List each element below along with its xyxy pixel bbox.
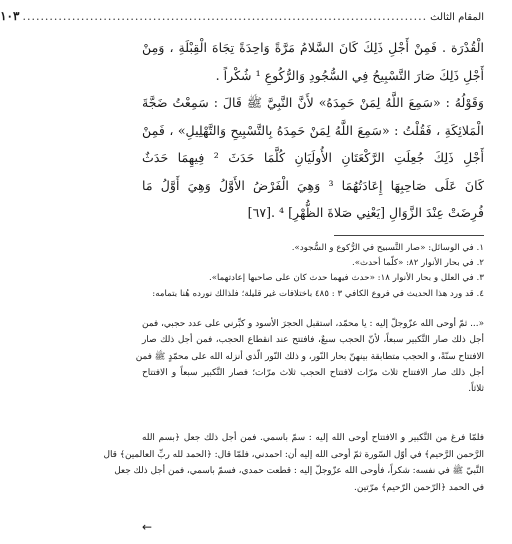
main-line: كَانَ عَلَى صَاحِبِهَا إِعَادَتُهُمَا ³ وَهِيَ الْفَرْضُ الأَوَّلُ وَهِيَ أَوَّلُ مَا (142, 177, 484, 193)
quote-line: في الحمد ﴿الرّحمن الرّحيم﴾ مرّتين. (354, 482, 484, 493)
header-leader-dots: .......................................................................................... (22, 10, 428, 23)
footnote: ١. في الوسائل: «صار التَّسبيح في الرُّكوع و السُّجود». (291, 243, 484, 253)
main-line: الْمَلائِكَةِ ، فَقُلْتُ : «سَمِعَ اللَّهُ لِمَنْ حَمِدَهُ بِالتَّسْبِيحِ وَالتَّهْلِيلِ» ، فَمِنْ (142, 122, 484, 138)
footnote: ٤. قد ورد هذا الحديث في فروع الكافي ٣ : ٤٨٥ باختلافات غير قليلة؛ فلذالك نورده هُنا بتمامه: (152, 289, 484, 299)
main-line: أَجْلِ ذَلِكَ جُعِلَتِ الرَّكْعَتَانِ الأُولَيَانِ كُلَّمَا حَدَثَ ² فِيهِمَا حَدَثٌ (142, 150, 484, 165)
quote-line: الرَّحمن الرَّحيم﴾ في أوّل السّورة ثمّ أوحى الله إليه أن: احمدني، فلمّا قال: ﴿الحمد لله ربِّ العالمين﴾ قال (103, 449, 484, 460)
chapter-title: المقام الثالث (430, 12, 484, 23)
footnote-separator (334, 235, 484, 236)
main-text (142, 34, 484, 227)
main-line: الْقُدْرَة . فَمِنْ أَجْلِ ذَلِكَ كَانَ السَّلامُ مَرَّةً وَاحِدَةً تِجَاهَ الْقِبْلَةِ ، وَمِنْ (142, 40, 484, 55)
quote-line: «... ثمّ أوحى الله عزّوجلّ إليه : يا محمّد، استقبل الحجرَ الأسود و كبِّرني على عدد حجبي، فمن (142, 319, 484, 329)
continue-arrow-icon: ← (142, 520, 153, 534)
quote-line: الافتتاح سنّةً، و الحجب متطابقة بينهنّ بحار النّور، و ذلك النّور الّذي أنزله الله على محمّدٍ ﷺ فمن (135, 351, 484, 362)
quote-line: فلمّا فرغ من التَّكبير و الافتتاح أوحى الله إليه : سمّ باسمي. فمن أجل ذلك جعل ﴿بسم الله (142, 433, 484, 443)
hadith-quote (135, 316, 484, 397)
footnote: ٣. في العلل و بحار الأنوار ١٨: «حدث فيهما حدث كان على صاحبها إعادتهما». (208, 273, 484, 283)
footnote: ٢. في بحار الأنوار ٨٢: «كلّما أحدث». (351, 258, 484, 268)
quote-line: أجل ذلك صار الافتتاح ثلاث مرّات لافتتاح الحجب ثلاث مرّات؛ فصار التَّكبير سبعاً و الافتتاح (142, 367, 484, 378)
main-line: وَقَوْلُهُ : «سَمِعَ اللَّهُ لِمَنْ حَمِدَهُ» لأَنَّ النَّبِيَّ ﷺ قَالَ : سَمِعْتُ ضَجَّةَ (142, 95, 484, 110)
hadith-quote-continued (103, 430, 484, 496)
page-header (0, 9, 484, 25)
main-line: أَجْلِ ذَلِكَ صَارَ التَّسْبِيحُ فِي السُّجُودِ وَالرُّكُوعِ ¹ شُكْراً . (215, 67, 484, 83)
quote-line: النَّبيّ ﷺ في نفسه: شكراً، فأوحى الله عزّوجلّ إليه : قطعت حمدي، فسمّ باسمي، فمن أجل ذلك جعل (114, 466, 484, 476)
quote-line: ثلاثاً. (468, 384, 484, 395)
quote-line: أجل ذلك صار التَّكبير سبعاً، لأنّ الحجب سبعٌ، فافتتح عند انقطاع الحجب، فمن أجل ذلك صار (142, 335, 484, 346)
main-line: فُرِضَتْ عِنْدَ الزَّوَالِ [يَعْنِي صَلاةَ الظُّهْرِ] ⁴ .[٦٧] (247, 205, 484, 220)
page-number: ١٠٣ (0, 9, 20, 23)
